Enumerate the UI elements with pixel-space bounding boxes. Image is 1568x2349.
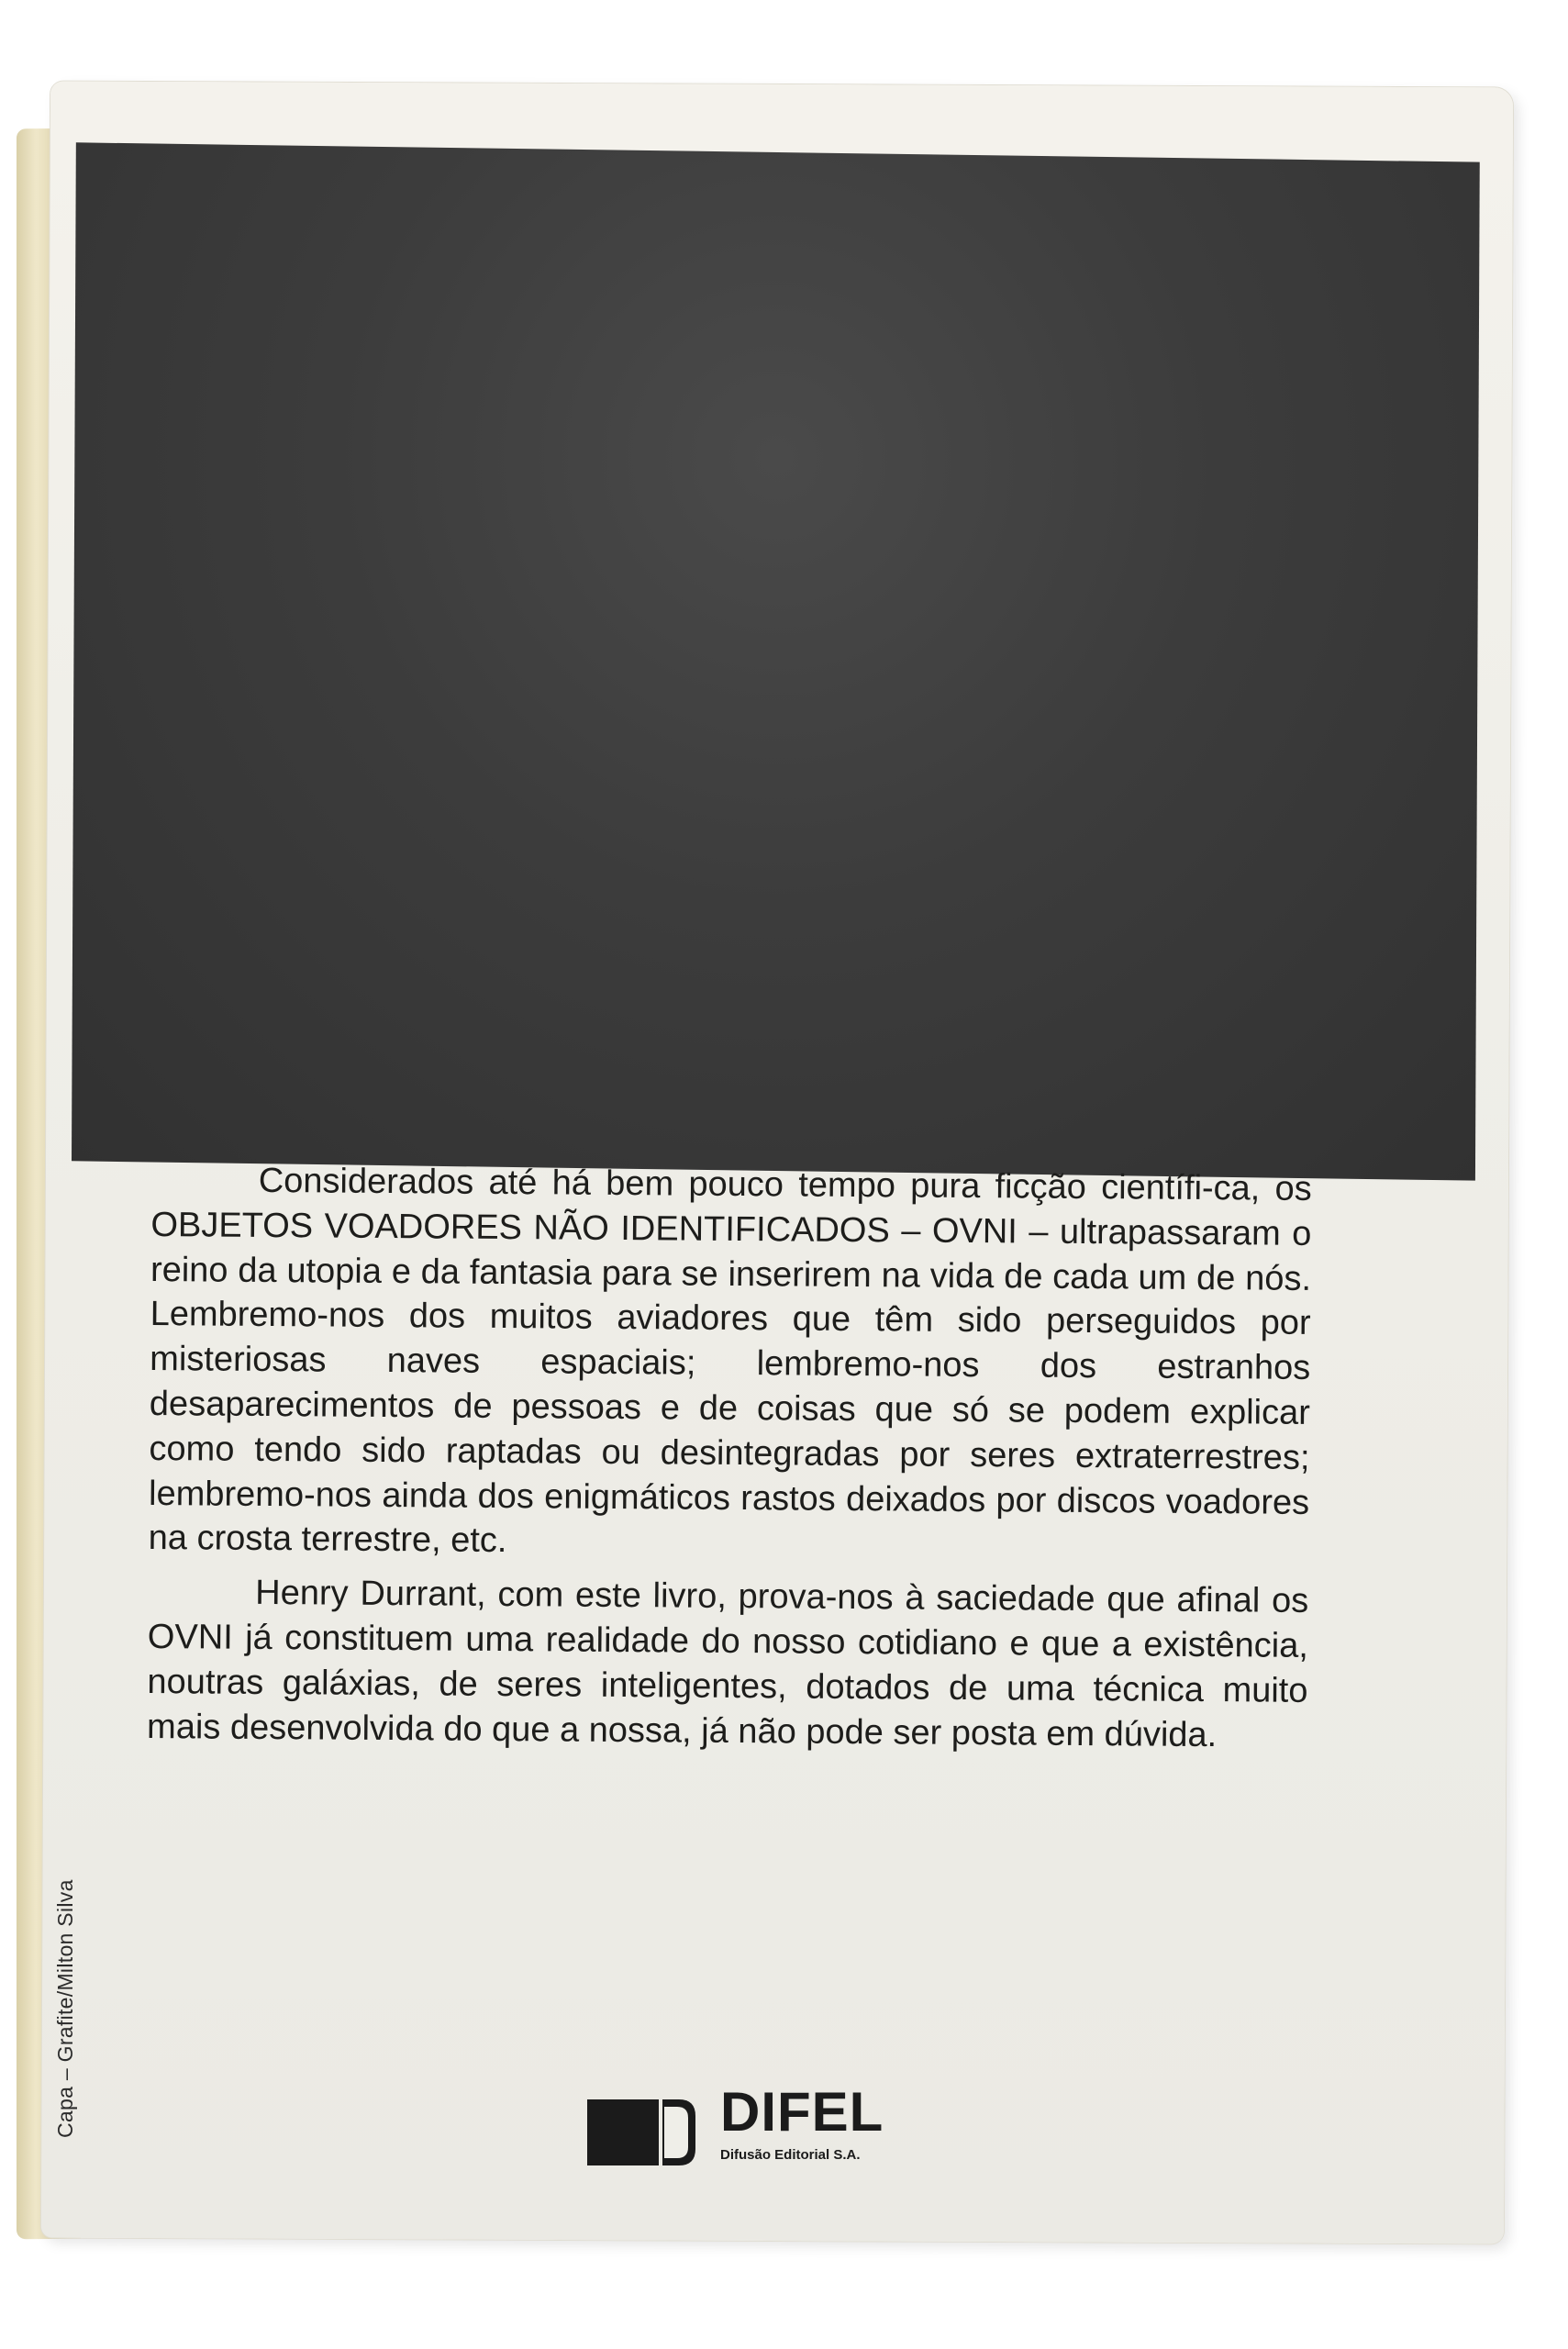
- blurb-paragraph-2: Henry Durrant, com este livro, prova-nos à saciedade que afinal os OVNI já constituem uma realidade do nosso cotidiano e que a existência, noutras galáxias, de seres inteligentes, dotados de uma técnica muito mais desenvolvida do que a nossa, já não pode ser posta em dúvida.: [146, 1574, 1309, 1754]
- publisher-name: DIFEL: [720, 2081, 884, 2143]
- cover-dark-photograph: [72, 142, 1480, 1180]
- publisher-subtitle: Difusão Editorial S.A.: [720, 2147, 861, 2163]
- publisher-logo: [587, 2083, 917, 2165]
- blurb-text: [147, 1158, 1312, 1767]
- blurb-paragraph-1: Considerados até há bem pouco tempo pura ficção científi-ca, os OBJETOS VOADORES NÃO IDENTIFICADOS – OVNI – ultrapassaram o reino da utopia e da fantasia para se inserirem na vida de cada um de nós. Lembremo-nos dos muitos aviadores que têm sido perseguidos por misteriosas naves espaciais; lembremo-nos dos estranhos desaparecimentos de pessoas e de coisas que só se podem explicar como tendo sido raptadas ou desintegradas por seres extraterrestres; lembremo-nos ainda dos enigmáticos rastos deixados por discos voadores na crosta terrestre, etc.: [148, 1161, 1312, 1561]
- cover-credit: Capa – Grafite/Milton Silva: [53, 1879, 77, 2138]
- difel-logo-icon: [587, 2099, 697, 2165]
